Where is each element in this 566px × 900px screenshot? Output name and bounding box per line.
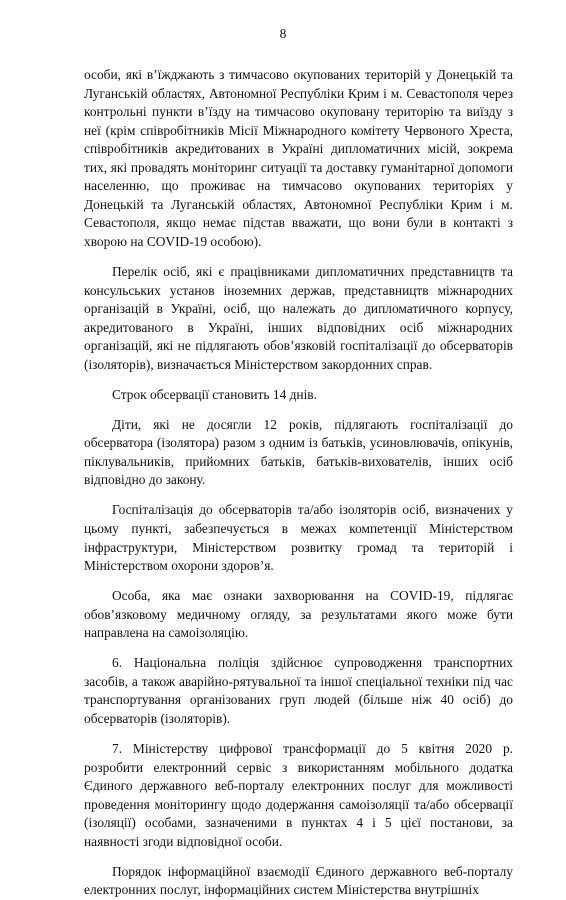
paragraph-item-6: 6. Національна поліція здійснює супроводження транспортних засобів, а також аварійно-рятувальної та іншої спеціальної техніки під час транспортування організованих груп людей (більше ніж 40 осіб) до обсерваторів (ізоляторів). bbox=[84, 655, 513, 726]
paragraph-continuation: особи, які в’їжджають з тимчасово окупованих територій у Донецькій та Луганській областях, Автономної Республіки Крим і м. Севастополя через контрольні пункти в’їзду на тимчасово окуповану територію та виїзду з неї (крім співробітників Місії Міжнародного комітету Червоного Хреста, співробітників акредитованих в Україні дипломатичних місій, зокрема тих, які провадять моніторинг ситуації та доставку гуманітарної допомоги населенню, що проживає на тимчасово окупованих територіях у Донецькій та Луганській областях, Автономної Республіки Крим і м. Севастополя, якщо немає підстав вважати, що вони були в контакті з хворою на COVID-19 особою). bbox=[84, 67, 513, 249]
paragraph-hospitalization: Госпіталізація до обсерваторів та/або ізоляторів осіб, визначених у цьому пункті, забезпечується в межах компетенції Міністерством інфраструктури, Міністерством розвитку громад та територій і Міністерством охорони здоров’я. bbox=[84, 502, 513, 574]
paragraph-symptoms: Особа, яка має ознаки захворювання на COVID-19, підлягає обов’язковому медичному огляду, за результатами якого може бути направлена на самоізоляцію. bbox=[84, 588, 513, 641]
page-number: 8 bbox=[279, 26, 287, 41]
paragraph-diplomats-list: Перелік осіб, які є працівниками дипломатичних представництв та консульських установ іноземних держав, представництв міжнародних організацій в Україні, осіб, що належать до дипломатичного корпусу, акредитованого в Україні, інших відповідних осіб міжнародних організацій, які не підлягають обов’язковій госпіталізації до обсерваторів (ізоляторів), визначається Міністерством закордонних справ. bbox=[84, 263, 513, 372]
paragraph-children: Діти, які не досягли 12 років, підлягають госпіталізації до обсерватора (ізолятора) разом з одним із батьків, усиновлювачів, опікунів, піклувальників, прийомних батьків, батьків-вихователів, інших осіб відповідно до закону. bbox=[84, 416, 513, 488]
document-body bbox=[84, 66, 513, 900]
paragraph-interaction-procedure: Порядок інформаційної взаємодії Єдиного державного веб-порталу електронних послуг, інформаційних систем Міністерства внутрішніх bbox=[84, 863, 513, 898]
paragraph-item-7: 7. Міністерству цифрової трансформації до 5 квітня 2020 р. розробити електронний сервіс з використанням мобільного додатка Єдиного державного веб-порталу електронних послуг для можливості проведення моніторингу щодо додержання самоізоляції та/або обсервації (ізоляції) особами, зазначеними в пунктах 4 і 5 цієї постанови, за наявності згоди відповідної особи. bbox=[84, 741, 513, 849]
paragraph-observation-term: Строк обсервації становить 14 днів. bbox=[112, 386, 317, 402]
